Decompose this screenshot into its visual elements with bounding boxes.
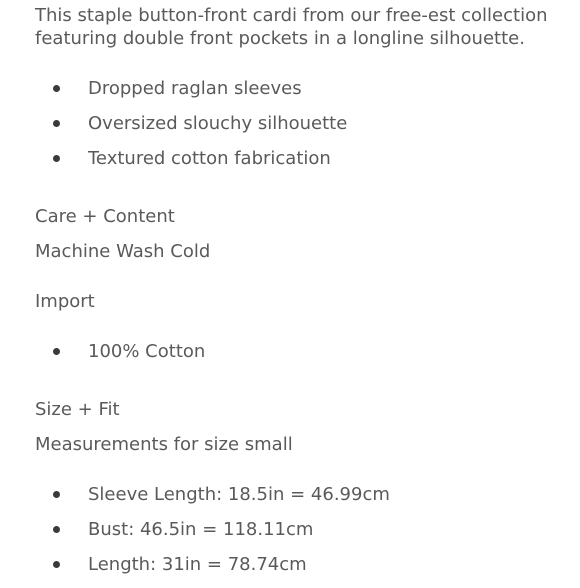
bullet-icon xyxy=(53,561,60,568)
measurements-list xyxy=(35,483,565,588)
feature-text: Textured cotton fabrication xyxy=(88,148,331,169)
size-note: Measurements for size small xyxy=(35,434,293,455)
bullet-icon xyxy=(53,120,60,127)
list-item xyxy=(35,147,565,182)
list-item xyxy=(35,340,565,375)
bullet-icon xyxy=(53,155,60,162)
feature-text: Dropped raglan sleeves xyxy=(88,78,302,99)
origin-label: Import xyxy=(35,291,95,312)
wash-instructions: Machine Wash Cold xyxy=(35,241,211,262)
bullet-icon xyxy=(53,491,60,498)
measurement-text: Length: 31in = 78.74cm xyxy=(88,554,307,575)
care-content-heading: Care + Content xyxy=(35,206,175,227)
measurement-text: Sleeve Length: 18.5in = 46.99cm xyxy=(88,484,390,505)
list-item xyxy=(35,77,565,112)
description-line-2: featuring double front pockets in a longline silhouette. xyxy=(35,28,525,49)
feature-text: Oversized slouchy silhouette xyxy=(88,113,348,134)
bullet-icon xyxy=(53,526,60,533)
list-item xyxy=(35,112,565,147)
list-item xyxy=(35,518,565,553)
list-item xyxy=(35,483,565,518)
product-description xyxy=(35,4,565,50)
feature-list xyxy=(35,77,565,182)
bullet-icon xyxy=(53,348,60,355)
description-line-1: This staple button-front cardi from our free-est collection xyxy=(35,5,548,26)
material-text: 100% Cotton xyxy=(88,341,206,362)
bullet-icon xyxy=(53,85,60,92)
materials-list xyxy=(35,340,565,375)
list-item xyxy=(35,553,565,588)
size-fit-heading: Size + Fit xyxy=(35,399,120,420)
measurement-text: Bust: 46.5in = 118.11cm xyxy=(88,519,314,540)
